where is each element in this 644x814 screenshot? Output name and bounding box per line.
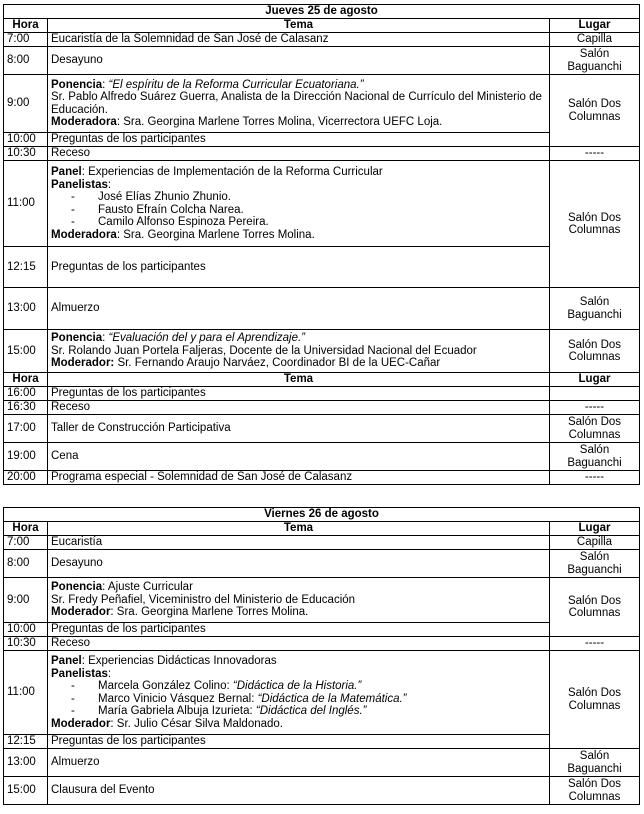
schedule-table-thursday <box>3 4 640 485</box>
row-hora: 12:15 <box>4 735 48 749</box>
panel-label: Panel <box>51 166 82 178</box>
table-row <box>4 471 640 485</box>
row-tema: Panel: Experiencias de Implementación de la Reforma Curricular Panelistas: - José Elías Zhunio Zhunio. - Fausto Efraín Colcha Narea. - Camilo Alfonso Espinoza Pereira. Moderadora: Sra. Georgina Marlene Torres Molina. <box>48 161 550 247</box>
row-hora: 16:30 <box>4 401 48 415</box>
panelist: - Camilo Alfonso Espinoza Pereira. <box>51 216 546 229</box>
header-lugar: Lugar <box>550 373 640 387</box>
row-tema: Desayuno <box>48 47 550 75</box>
header-hora: Hora <box>4 19 48 33</box>
row-lugar: Salón Dos Columnas <box>550 777 640 805</box>
table-row <box>4 33 640 47</box>
row-hora: 10:00 <box>4 623 48 637</box>
speaker: Sr. Rolando Juan Portela Faljeras, Docente de la Universidad Nacional del Ecuador <box>51 344 477 357</box>
row-hora: 10:00 <box>4 133 48 147</box>
ponencia-label: Ponencia <box>51 332 103 345</box>
table-row <box>4 161 640 247</box>
row-tema: Ponencia: “Evaluación del y para el Aprendizaje.” Sr. Rolando Juan Portela Faljeras, Docente de la Universidad Nacional del Ecuador Moderador: Sr. Fernando Araujo Narváez, Coordinador BI de la UEC-Cañar <box>48 330 550 373</box>
table-row <box>4 536 640 550</box>
row-hora: 13:00 <box>4 749 48 777</box>
row-tema: Almuerzo <box>48 749 550 777</box>
row-lugar: Salón Baguanchi <box>550 443 640 471</box>
row-lugar: Capilla <box>550 33 640 47</box>
row-hora: 10:30 <box>4 147 48 161</box>
row-tema: Taller de Construcción Participativa <box>48 415 550 443</box>
row-lugar: Salón Dos Columnas <box>550 75 640 147</box>
panelist: - Marcela González Colino: “Didáctica de la Historia.” <box>51 680 546 693</box>
table-row <box>4 637 640 651</box>
moderator-text: : Sra. Georgina Marlene Torres Molina. <box>110 606 309 619</box>
panelist: - Fausto Efraín Colcha Narea. <box>51 204 546 217</box>
moderator-text: : Sr. Julio César Silva Maldonado. <box>110 717 284 730</box>
row-lugar: Salón Baguanchi <box>550 550 640 578</box>
row-hora: 11:00 <box>4 651 48 735</box>
table-row <box>4 247 640 288</box>
table-row <box>4 75 640 133</box>
moderator-label: Moderador <box>51 717 111 730</box>
row-tema: Preguntas de los participantes <box>48 735 550 749</box>
speaker: Sr. Pablo Alfredo Suárez Guerra, Analista de la Dirección Nacional de Currículo del Ministerio de Educación. <box>51 91 542 116</box>
row-tema: Cena <box>48 443 550 471</box>
table-row <box>4 415 640 443</box>
header-hora: Hora <box>4 373 48 387</box>
row-hora: 10:30 <box>4 637 48 651</box>
row-hora: 20:00 <box>4 471 48 485</box>
header-row <box>4 19 640 33</box>
moderator-text: : Sra. Georgina Marlene Torres Molina, Vicerrectora UEFC Loja. <box>116 116 443 128</box>
ponencia-label: Ponencia <box>51 581 103 594</box>
moderator-label: Moderador: <box>51 357 115 370</box>
panelistas-label: Panelistas <box>51 178 108 191</box>
panelist: - José Elías Zhunio Zhunio. <box>51 191 546 204</box>
row-tema: Programa especial - Solemnidad de San José de Calasanz <box>48 471 550 485</box>
table-row <box>4 133 640 147</box>
row-lugar: Salón Dos Columnas <box>550 161 640 288</box>
row-lugar: ----- <box>550 637 640 651</box>
row-tema: Eucaristía <box>48 536 550 550</box>
header-row <box>4 522 640 536</box>
row-lugar: Salón Dos Columnas <box>550 578 640 637</box>
panel-text: : Experiencias de Implementación de la Reforma Curricular <box>81 166 383 178</box>
moderator-label: Moderadora <box>51 228 117 241</box>
row-hora: 9:00 <box>4 578 48 623</box>
table-row <box>4 578 640 623</box>
schedule-table-friday <box>3 507 640 805</box>
ponencia-title: “El espíritu de la Reforma Curricular Ecuatoriana.” <box>108 78 364 91</box>
row-tema: Ponencia: “El espíritu de la Reforma Curricular Ecuatoriana.” Sr. Pablo Alfredo Suárez Guerra, Analista de la Dirección Nacional de Currículo del Ministerio de Educación. Moderadora: Sra. Georgina Marlene Torres Molina, Vicerrectora UEFC Loja. <box>48 75 550 133</box>
row-lugar <box>550 387 640 401</box>
panel-label: Panel <box>51 655 82 667</box>
row-hora: 17:00 <box>4 415 48 443</box>
panel-text: : Experiencias Didácticas Innovadoras <box>81 655 277 667</box>
row-lugar: ----- <box>550 471 640 485</box>
panelist: - María Gabriela Albuja Izurieta: “Didáctica del Inglés.” <box>51 705 546 718</box>
ponencia-text: : Ajuste Curricular <box>102 581 193 594</box>
row-hora: 13:00 <box>4 288 48 330</box>
row-hora: 19:00 <box>4 443 48 471</box>
row-hora: 11:00 <box>4 161 48 247</box>
table-row <box>4 147 640 161</box>
row-lugar: ----- <box>550 401 640 415</box>
row-hora: 15:00 <box>4 777 48 805</box>
row-tema: Preguntas de los participantes <box>48 623 550 637</box>
header-tema: Tema <box>48 19 550 33</box>
header-hora: Hora <box>4 522 48 536</box>
row-lugar: Salón Baguanchi <box>550 749 640 777</box>
row-tema: Desayuno <box>48 550 550 578</box>
row-hora: 7:00 <box>4 536 48 550</box>
panelist: - Marco Vinicio Vásquez Bernal: “Didáctica de la Matemática.” <box>51 693 546 706</box>
header-tema: Tema <box>48 373 550 387</box>
row-lugar: Salón Dos Columnas <box>550 330 640 373</box>
table-row <box>4 777 640 805</box>
row-lugar: Capilla <box>550 536 640 550</box>
row-hora: 16:00 <box>4 387 48 401</box>
row-tema: Preguntas de los participantes <box>48 247 550 288</box>
row-lugar: Salón Baguanchi <box>550 47 640 75</box>
row-hora: 8:00 <box>4 550 48 578</box>
row-hora: 8:00 <box>4 47 48 75</box>
table-row <box>4 550 640 578</box>
table-row <box>4 401 640 415</box>
row-hora: 7:00 <box>4 33 48 47</box>
row-lugar: Salón Dos Columnas <box>550 651 640 749</box>
header-lugar: Lugar <box>550 522 640 536</box>
table-row <box>4 651 640 735</box>
row-tema: Preguntas de los participantes <box>48 133 550 147</box>
table-row <box>4 47 640 75</box>
speaker: Sr. Fredy Peñafiel, Viceministro del Ministerio de Educación <box>51 593 356 606</box>
day-title: Viernes 26 de agosto <box>4 508 640 522</box>
table-row <box>4 749 640 777</box>
row-tema: Almuerzo <box>48 288 550 330</box>
row-lugar: ----- <box>550 147 640 161</box>
row-tema: Receso <box>48 147 550 161</box>
table-row <box>4 330 640 373</box>
row-tema <box>48 578 550 623</box>
row-tema: Clausura del Evento <box>48 777 550 805</box>
moderator-text: : Sra. Georgina Marlene Torres Molina. <box>116 228 315 241</box>
moderator-label: Moderador <box>51 606 111 619</box>
row-tema: Panel: Experiencias Didácticas Innovadoras Panelistas: - Marcela González Colino: “Didáctica de la Historia.” - Marco Vinicio Vásquez Bernal: “Didáctica de la Matemática.” - María Gabriela Albuja Izurieta: “Didáctica del Inglés.” Moderador: Sr. Julio César Silva Maldonado. <box>48 651 550 735</box>
table-row <box>4 735 640 749</box>
row-tema: Preguntas de los participantes <box>48 387 550 401</box>
row-hora: 9:00 <box>4 75 48 133</box>
table-row <box>4 623 640 637</box>
row-hora: 12:15 <box>4 247 48 288</box>
panelistas-label: Panelistas <box>51 667 108 680</box>
row-hora: 15:00 <box>4 330 48 373</box>
table-row <box>4 387 640 401</box>
row-tema: Receso <box>48 401 550 415</box>
day-title: Jueves 25 de agosto <box>4 5 640 19</box>
header-lugar: Lugar <box>550 19 640 33</box>
row-tema: Receso <box>48 637 550 651</box>
ponencia-title: “Evaluación del y para el Aprendizaje.” <box>108 332 305 345</box>
moderator-label: Moderadora <box>51 116 117 128</box>
row-lugar: Salón Baguanchi <box>550 288 640 330</box>
header-row <box>4 373 640 387</box>
header-tema: Tema <box>48 522 550 536</box>
ponencia-label: Ponencia <box>51 78 103 91</box>
table-row <box>4 288 640 330</box>
row-lugar: Salón Dos Columnas <box>550 415 640 443</box>
moderator-text: Sr. Fernando Araujo Narváez, Coordinador BI de la UEC-Cañar <box>114 357 441 370</box>
row-tema: Eucaristía de la Solemnidad de San José de Calasanz <box>48 33 550 47</box>
table-row <box>4 443 640 471</box>
